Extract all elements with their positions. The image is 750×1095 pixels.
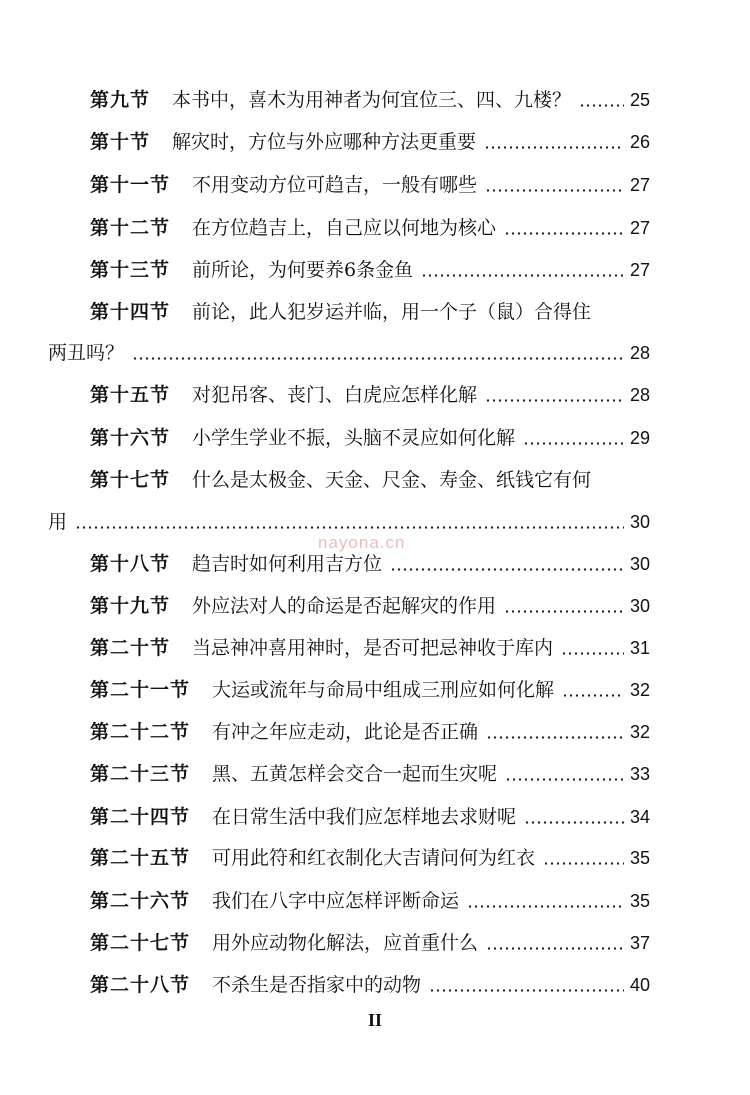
section-number: 第十二节: [90, 217, 171, 239]
page-number: 31: [629, 638, 650, 658]
entry-title: 解灾时，方位与外应哪种方法更重要: [172, 131, 477, 153]
toc-entry[interactable]: [90, 125, 650, 159]
dot-leader: [524, 821, 624, 824]
entry-title: 趋吉时如何利用吉方位: [192, 553, 383, 575]
page-number: 37: [629, 933, 650, 953]
section-number: 第十一节: [90, 174, 171, 196]
entry-title: 可用此符和红衣制化大吉请问何为红衣: [212, 847, 536, 869]
toc-entry[interactable]: [90, 211, 650, 245]
page-number: 28: [629, 343, 650, 363]
toc-entry[interactable]: [90, 295, 650, 329]
entry-title: 当忌神冲喜用神时，是否可把忌神收于库内: [192, 637, 554, 659]
entry-title: 对犯吊客、丧门、白虎应怎样化解: [192, 384, 478, 406]
toc-entry[interactable]: [90, 463, 650, 497]
page-number: 33: [629, 764, 650, 784]
page-number: 30: [629, 554, 650, 574]
dot-leader: [504, 610, 624, 613]
section-number: 第二十四节: [90, 806, 191, 828]
toc-entry-continuation[interactable]: [48, 336, 650, 370]
toc-entry[interactable]: [90, 800, 650, 834]
dot-leader: [75, 526, 624, 529]
entry-title: 在日常生活中我们应怎样地去求财呢: [212, 806, 517, 828]
entry-title-continuation: 用: [48, 511, 68, 533]
entry-title: 外应法对人的命运是否起解灾的作用: [192, 595, 497, 617]
page-number: 30: [629, 512, 650, 532]
page-footer-number: II: [367, 1010, 382, 1030]
section-number: 第十七节: [90, 469, 171, 491]
page-number: 32: [629, 722, 650, 742]
toc-entry[interactable]: [90, 884, 650, 918]
page-number: 28: [629, 385, 650, 405]
page-number: 27: [629, 260, 650, 280]
entry-title-continuation: 两丑吗？: [48, 342, 125, 364]
entry-title: 用外应动物化解法，应首重什么: [212, 932, 479, 954]
page-number: 25: [629, 90, 650, 110]
section-number: 第十四节: [90, 301, 171, 323]
toc-entry[interactable]: [90, 421, 650, 455]
toc-entry[interactable]: [90, 968, 650, 1002]
dot-leader: [486, 736, 624, 739]
dot-leader: [421, 274, 624, 277]
dot-leader: [132, 357, 624, 360]
section-number: 第十六节: [90, 427, 171, 449]
section-number: 第十八节: [90, 553, 171, 575]
toc-entry[interactable]: [90, 589, 650, 623]
section-number: 第二十七节: [90, 932, 191, 954]
section-number: 第十三节: [90, 259, 171, 281]
page-number: 35: [629, 848, 650, 868]
toc-entry[interactable]: [90, 378, 650, 412]
entry-title: 小学生学业不振，头脑不灵应如何化解: [192, 427, 516, 449]
section-number: 第二十一节: [90, 679, 191, 701]
dot-leader: [485, 399, 624, 402]
entry-title: 大运或流年与命局中组成三刑应如何化解: [212, 679, 555, 701]
page-number: 27: [629, 175, 650, 195]
dot-leader: [505, 778, 624, 781]
page-number: 29: [629, 428, 650, 448]
entry-title: 在方位趋吉上，自己应以何地为核心: [192, 217, 497, 239]
section-number: 第九节: [90, 89, 151, 111]
watermark: nayona.cn: [318, 533, 406, 552]
page-number: 32: [629, 680, 650, 700]
dot-leader: [562, 694, 624, 697]
section-number: 第二十节: [90, 637, 171, 659]
section-number: 第二十六节: [90, 890, 191, 912]
dot-leader: [504, 232, 624, 235]
dot-leader: [543, 862, 624, 865]
section-number: 第二十五节: [90, 847, 191, 869]
entry-title: 不杀生是否指家中的动物: [212, 974, 422, 996]
dot-leader: [579, 104, 624, 107]
dot-leader: [486, 947, 624, 950]
toc-entry[interactable]: [90, 926, 650, 960]
entry-title: 前所论，为何要养6条金鱼: [192, 259, 414, 281]
section-number: 第十九节: [90, 595, 171, 617]
entry-title: 本书中，喜木为用神者为何宜位三、四、九楼？: [172, 89, 572, 111]
toc-entry[interactable]: [90, 757, 650, 791]
page-number: 35: [629, 891, 650, 911]
entry-title: 不用变动方位可趋吉，一般有哪些: [192, 174, 478, 196]
toc-entry[interactable]: [90, 841, 650, 875]
toc-entry[interactable]: [90, 168, 650, 202]
dot-leader: [467, 905, 624, 908]
page-number: 30: [629, 596, 650, 616]
dot-leader: [561, 652, 624, 655]
section-number: 第十五节: [90, 384, 171, 406]
dot-leader: [523, 442, 624, 445]
entry-title: 什么是太极金、天金、尺金、寿金、纸钱它有何: [192, 469, 592, 491]
toc-entry[interactable]: [90, 83, 650, 117]
toc-entry[interactable]: [90, 715, 650, 749]
entry-title: 黑、五黄怎样会交合一起而生灾呢: [212, 763, 498, 785]
page-number: 34: [629, 807, 650, 827]
page-number: 26: [629, 132, 650, 152]
section-number: 第二十二节: [90, 721, 191, 743]
toc-entry[interactable]: [90, 631, 650, 665]
dot-leader: [484, 146, 624, 149]
toc-entry[interactable]: [90, 673, 650, 707]
dot-leader: [429, 989, 624, 992]
entry-title: 前论，此人犯岁运并临，用一个子（鼠）合得住: [192, 301, 592, 323]
dot-leader: [485, 189, 624, 192]
entry-title: 我们在八字中应怎样评断命运: [212, 890, 460, 912]
toc-entry[interactable]: [90, 253, 650, 287]
page-number: 40: [629, 975, 650, 995]
page-number: 27: [629, 218, 650, 238]
section-number: 第二十三节: [90, 763, 191, 785]
dot-leader: [390, 568, 624, 571]
section-number: 第十节: [90, 131, 151, 153]
section-number: 第二十八节: [90, 974, 191, 996]
entry-title: 有冲之年应走动，此论是否正确: [212, 721, 479, 743]
